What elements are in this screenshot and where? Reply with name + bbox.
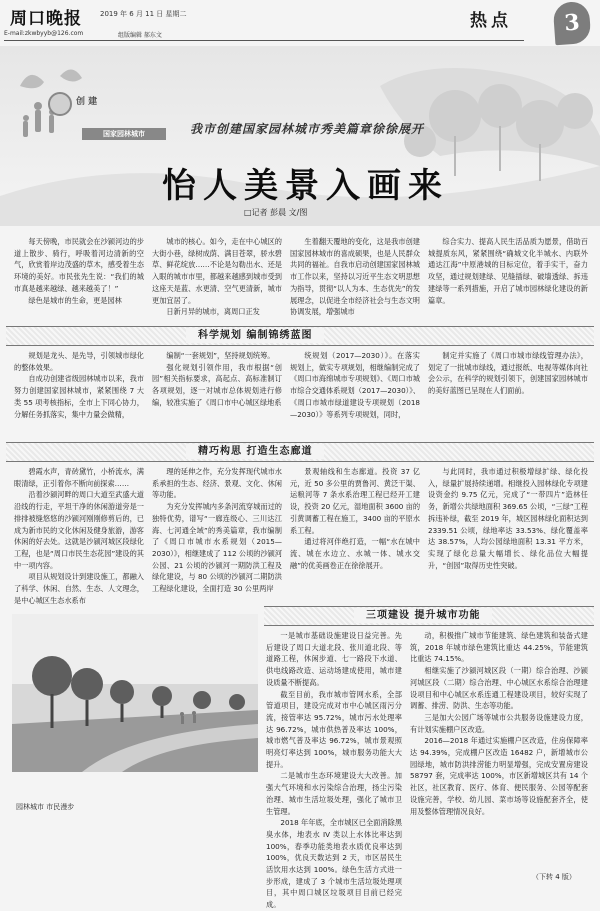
article-kicker: 我市创建国家园林城市秀美篇章徐徐展开 <box>190 122 425 136</box>
paragraph: 为充分发挥城内多条河流穿城而过的独特优势，谱写“一廊连级心、三川达江海、七河通全域”的秀美篇章，我市编制了《周口市城市水系规划（2015—2030）》，相继建成了 112 公顷的沙颍河公园、21 公顷的沙颍河一期防洪工程及绿化建设，与 80 公顷的沙颍河二期防洪工程绿化建设，全面打造 30 公里两岸 <box>152 502 283 594</box>
paragraph: 通过将河伴绝打造，一幅“水在城中流、城在水边立、水城一体、城水交融”的优美画卷正在徐徐展开。 <box>290 537 420 570</box>
section-heading: 三项建设 提升城市功能 <box>354 608 492 623</box>
paragraph: 综合实力、提高人民生活品质为愿景，借助百城提质东风，紧紧围绕“确城文化半城水、内联外通达江海”中原港城的目标定位，着手实干，奋力攻坚，通过规划建绿、见缝插绿、破墙透绿、拆违建绿等一系列措施，开启了城市园林绿化建设的新篇章。 <box>428 237 588 305</box>
paragraph: 强化规划引领作用，我市根据“创园”相关指标要求，高起点、高标准制订各项规划，逐一对城市总体规划进行修编，较准实施了《周口市中心城区绿地系 <box>152 362 282 407</box>
section3-column-1 <box>266 630 402 910</box>
intro-column-3 <box>290 236 420 322</box>
masthead-rule <box>4 40 524 41</box>
paragraph: 自成功创建省级园林城市以来，我市努力创建国家园林城市，紧紧围绕 7 大类 55 项考核指标，全市上下同心协力，分解任务抓落实，集中力量会做精， <box>14 374 144 419</box>
paragraph: 项目从规划设计到建设施工，都融入了科学、休闲、自然、生态、人文理念，是中心城区生态水系布 <box>14 572 144 605</box>
intro-column-4 <box>428 236 588 322</box>
paragraph: 编制“一套规划”，坚持规划统筹。 <box>166 351 275 360</box>
continued-note: （下转 4 版） <box>532 873 576 881</box>
photo-caption: 园林城市 市民漫步 <box>16 803 75 811</box>
section1-column-4 <box>428 350 588 434</box>
paragraph: 绿色是城市的生命，更是园林 <box>28 295 122 305</box>
paragraph: 碧霞水声，青砖黛竹，小桥流水，满眼清绿，正引着你不断向前探索…… <box>14 467 144 488</box>
paragraph: 统规划（2017—2030）》。在落实规划上，做实专项规划，相继编制完成了《周口市海绵城市专项规划》、《周口市城市综合交通体系规划（2017—2030）》、《周口市城市绿道建设专项规划（2018—2030）》等系列专项规划，同时， <box>290 351 421 419</box>
paragraph: 三是加大公园广场等城市公共服务设施建设力度，有计划实施棚户区改造。 <box>410 712 588 734</box>
paragraph: 沿着沙颍河畔的周口大道至武盛大道沿线的行走，平坦干净的休闲游道旁是一排排被缝悠悠的沙颍河刚刚修剪后的，已成为新市民的文化休闲及健身旅游，游客休闲的好去处。这就是沙颍河城区段绿化工程，也是“周口市民生态花园”建设的其中一项内容。 <box>14 490 144 570</box>
paragraph: 景观轴线和生态廊道。投资 37 亿元，近 50 多公里的贾鲁河、黄泛干渠、运粮河等 7 条水系治理工程已经开工建设，投资 20 亿元，湿地面积 3600 亩的引黄调蓄工程在施工，3400 亩的平原水系工程。 <box>290 467 421 535</box>
contact-email: E-mail:zkwbyyb@126.com <box>4 30 84 37</box>
campaign-logo-text: 创 建 <box>76 97 98 107</box>
section1-column-3 <box>290 350 420 434</box>
paragraph: 一是城市基础设施建设日益完善。先后建设了周口大道北段、张川道北段、等道路工程，休闲步道、七一路段下水道、供电线路改造、运动场建成使用，城市建设质量不断提高。 <box>266 631 402 687</box>
issue-date: 2019 年 6 月 11 日 星期二 <box>100 10 187 18</box>
paragraph: 与此同时，我市通过积极增绿扩绿、绿化投入，绿量扩展持续递增。相继投入园林绿化专项建设资金约 9.75 亿元，完成了“一带四片”造林任务，新增公共绿地面积 369.65 公顷，“三绿”工程拆违补绿，截至 2019 年，城区园林绿化面积达到 2339.51 公顷，绿地率达 33.53%、绿化覆盖率达 38.57%，人均公园绿地面积 13.31 平方米，实现了绿化总量大幅增长、绿化品位大幅提升，“创园”取得历史性突破。 <box>428 467 588 570</box>
section2-column-4 <box>428 466 588 598</box>
editor-credit: 组版编辑 郝东文 <box>118 32 162 39</box>
campaign-logo-emblem <box>48 92 72 116</box>
page-number: 3 <box>553 1 592 45</box>
section-heading: 科学规划 编制锦绣蓝图 <box>186 328 324 343</box>
section-heading: 精巧构思 打造生态廊道 <box>186 444 324 459</box>
intro-column-2 <box>152 236 282 322</box>
section3-column-2 <box>410 630 588 870</box>
paragraph: 生着翻天覆地的变化，这是我市创建国家园林城市的喜成硕果，也是人民群众共同的福祉。自我市启动创建国家园林城市工作以来，坚持以习近平生态文明思想为指导，贯彻“以人为本、生态优先”的发展理念，以促进全市经济社会与生态文明协调发展，增强城市 <box>290 237 420 317</box>
paragraph: 每天傍晚，市民就会在沙颍河边的步道上散步、骑行，呼吸着河边清新的空气，欣赏着岸边茂盛的草木，感受着生态环境的美好。市民张先生说：“我们的城市真是越来越绿、越来越美了！” <box>14 237 144 293</box>
intro-column-1 <box>14 236 144 322</box>
campaign-logo-tag: 国家园林城市 <box>82 128 166 140</box>
section2-column-1 <box>14 466 144 605</box>
section-title: 热点 <box>470 11 512 31</box>
paragraph: 截至目前，我市城市管网水系，全部管道项目，建设完成对市中心城区雨污分流，接管率达 95.72%，城市污水处理率达 96.72%，城市供热普及率达 100%，城市燃气普及率达 96.72%，城市景观照明亮灯率达到 100%，城市服务功能大大提升。 <box>266 689 402 769</box>
section2-column-3 <box>290 466 420 598</box>
paragraph: 理的延伸之作，充分发挥现代城市水系承担的生态、经济、景观、文化、休闲等功能。 <box>152 467 282 500</box>
section-heading-bar <box>6 442 594 462</box>
section-heading-bar <box>6 326 594 346</box>
section1-column-2 <box>152 350 282 434</box>
section-heading-bar <box>264 606 594 626</box>
paragraph: 日新月异的城市，离周口正发 <box>166 307 260 317</box>
paragraph: 相继实施了沙颍河城区段（一期）综合治理、沙颍河城区段（二期）综合治理、中心城区水系综合治理建设项目和中心城区水系连通工程建设项目，较好实现了调蓄、排涝、防洪、生态等功能。 <box>410 666 588 711</box>
section1-column-1 <box>14 350 144 434</box>
paragraph: 二是城市生态环境建设大大改善。加强大气环境和水污染综合治理，扬尘污染治理、城市生活垃圾处理，强化了城市卫生管理。 <box>266 771 402 816</box>
paragraph: 规划是龙头、是先导，引领城市绿化的整体效果。 <box>14 351 144 372</box>
paper-logo: 周口晚报 <box>10 9 82 29</box>
paragraph: 2018 年年底，全市城区已全面消除黑臭水体，地表水 IV 类以上水体比率达到 100%，春季功能类地表水质优良率达到 100%，优良天数达到 2 天，市区居民生活饮用水达到 100%。绿色生活方式进一步形成，建成了 3 个城市生活垃圾处理项目，其中周口城区垃圾项目目前已经完成。 <box>266 818 402 910</box>
article-headline: 怡人美景入画来 <box>162 166 449 206</box>
paragraph: 动，积极推广城市节能建筑、绿色建筑和装备式建筑，2018 年城市绿色建筑比重达 44.25%，节能建筑比重达 74.15%。 <box>410 631 588 664</box>
article-byline: □记者 彭晨 文/图 <box>244 208 308 217</box>
park-photo <box>12 614 258 772</box>
paragraph: 城市的核心。如今，走在中心城区的大街小巷，绿树成荫、满目苍翠，骄水碧草、鲜花绽放……不论是勾勒出水、还是入眼的城市市里，都越来越感到城市受到这座天是蓝、水更清、空气更清新，城市更加宜居了。 <box>152 237 282 305</box>
paragraph: 制定并实施了《周口市城市绿线管理办法》，划定了一批城市绿线，通过报纸、电视等媒体向社会公示，在科学的规划引领下，创建国家园林城市的美好蓝图已呈现在人们面前。 <box>428 351 588 396</box>
section2-column-2 <box>152 466 282 598</box>
paragraph: 2016—2018 年通过实施棚户区改造，住房保障率达 94.39%，完成棚户区改造 16482 户，新增城市公园绿地，城市防洪排涝能力明显增强，完成安置房建设 58797 套，完成率达 100%，市区新增城区共有 14 个社区，社区教育、医疗、体育、便民服务、公园等配套设施完善，学校、幼儿园、菜市场等设施配套齐全，使用及整体管理情况良好。 <box>410 736 588 816</box>
